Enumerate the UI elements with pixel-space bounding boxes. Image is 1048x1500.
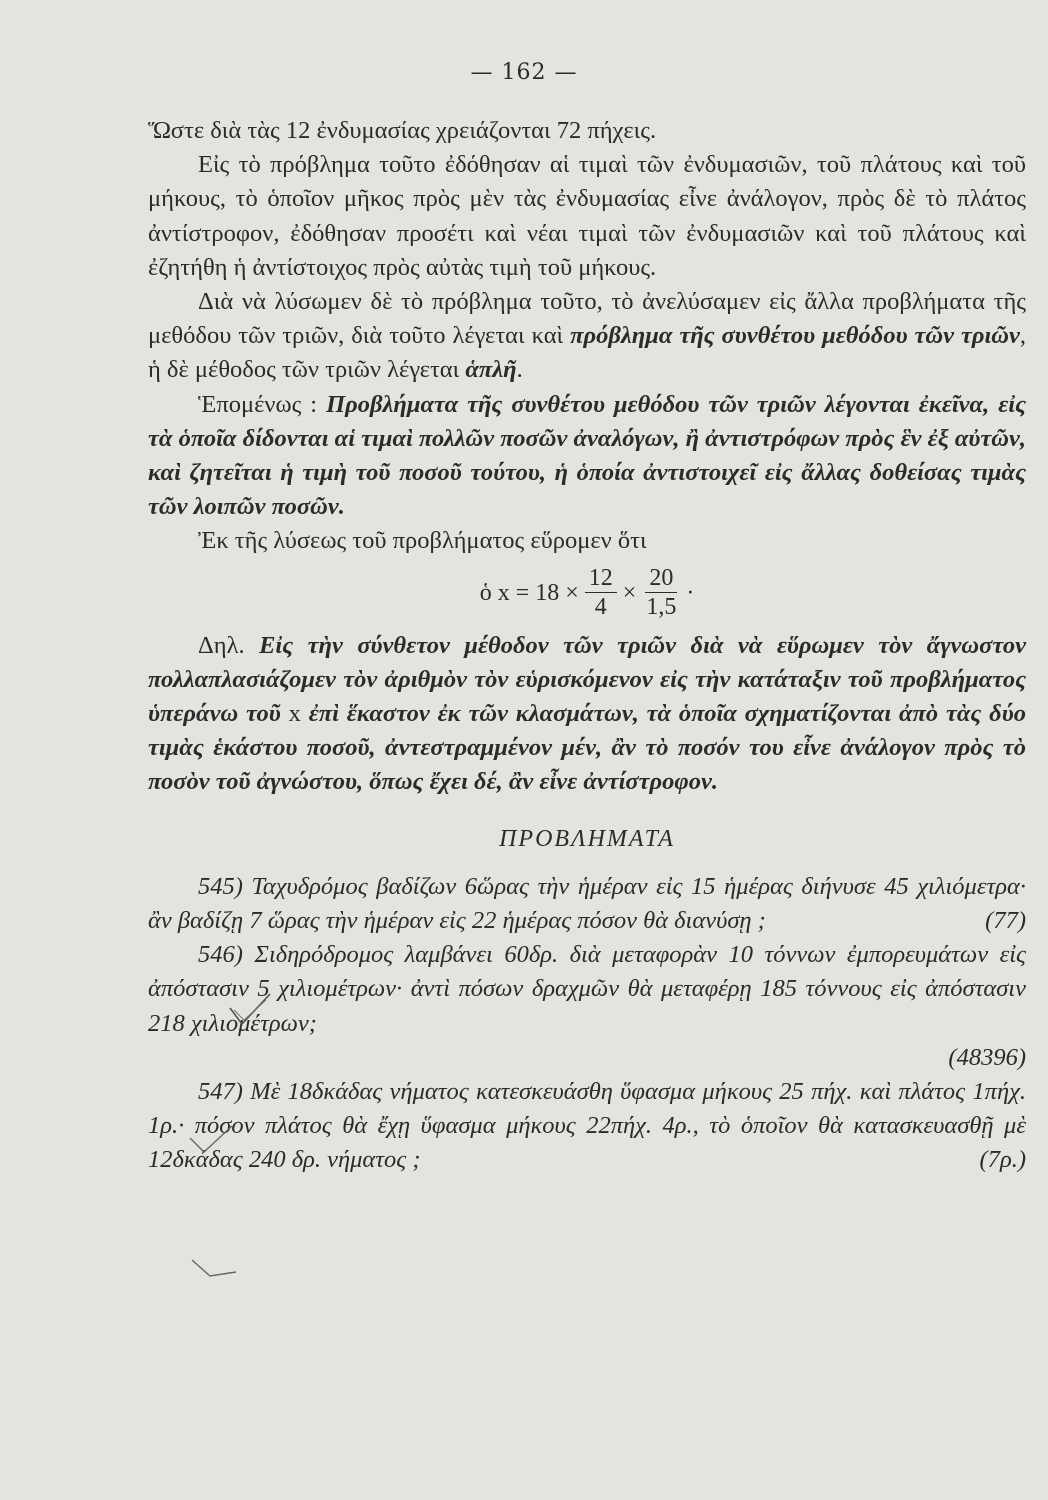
- formula: [148, 561, 1026, 625]
- paragraph-method-name: [148, 285, 1026, 388]
- pencil-tick-icon: [190, 1246, 238, 1290]
- problem-546: [148, 938, 1026, 1041]
- formula-end: ·: [686, 579, 695, 606]
- fraction-2: [642, 564, 680, 621]
- page-number: — 162 —: [470, 60, 578, 85]
- formula-lhs: ὁ x = 18 ×: [479, 579, 579, 606]
- pencil-tick-icon: [186, 1118, 234, 1162]
- section-heading: ΠΡΟΒΛΗΜΑΤΑ: [499, 825, 675, 852]
- formula-times: ×: [622, 579, 637, 606]
- problem-text: 545) Ταχυδρόμος βαδίζων 6ὥρας τὴν ἡμέραν εἰς 15 ἡμέρας διήνυσε 45 χιλιόμετρα· ἂν βαδίζῃ 7 ὥρας τὴν ἡμέραν εἰς 22 ἡμέρας πόσον θὰ διανύσῃ ;: [148, 872, 1026, 935]
- fraction-2-denominator: 1,5: [646, 594, 677, 621]
- paragraph-rule: [148, 629, 1026, 800]
- pencil-tick-icon: [226, 990, 274, 1034]
- text-span: Ἑπομένως :: [198, 390, 327, 418]
- text-span: Διὰ νὰ λύσωμεν δὲ τὸ πρόβλημα τοῦτο, τὸ ἀνελύσαμεν εἰς ἄλλα προβλήματα τῆς μεθόδου τῶν τριῶν, διὰ τοῦτο λέγεται καὶ: [148, 288, 1026, 350]
- fraction-2-numerator: 20: [645, 564, 677, 593]
- text-span: , ἡ δὲ μέθοδος τῶν τριῶν λέγεται: [148, 322, 1026, 384]
- paragraph-conclusion: Ὥστε διὰ τὰς 12 ἐνδυμασίας χρειάζονται 72 πήχεις.: [148, 117, 657, 144]
- problem-text: 546) Σιδηρόδρομος λαμβάνει 60δρ. διὰ μεταφορὰν 10 τόννων ἐμπορευμάτων εἰς ἀπόστασιν 5 χιλιομέτρων· ἀντὶ πόσων δραχμῶν θὰ μεταφέρῃ 185 τόννους εἰς ἀπόστασιν 218 χιλιομέτρων;: [148, 941, 1026, 1037]
- fraction-1-denominator: 4: [594, 594, 607, 621]
- term-simple: ἁπλῆ: [465, 356, 517, 384]
- problem-answer: (7ρ.): [979, 1146, 1026, 1174]
- paragraph-explanation: Εἰς τὸ πρόβλημα τοῦτο ἐδόθησαν αἱ τιμαὶ τῶν ἐνδυμασιῶν, τοῦ πλάτους καὶ τοῦ μήκους, τὸ ὁποῖον μῆκος πρὸς μὲν τὰς ἐνδυμασίας εἶνε ἀνάλογον, πρὸς δὲ τὸ πλάτος ἀντίστροφον, ἐδόθησαν προσέτι καὶ νέαι τιμαὶ τῶν ἐνδυμασιῶν καὶ τοῦ πλάτους καὶ ἐζητήθη ἡ ἀντίστοιχος πρὸς αὐτὰς τιμὴ τοῦ μήκους.: [148, 151, 1026, 281]
- problem-answer: (48396): [948, 1043, 1026, 1071]
- text-span: .: [516, 356, 523, 384]
- rule-text-end: ἐπὶ ἕκαστον ἐκ τῶν κλασμάτων, τὰ ὁποῖα σχηματίζονται ἀπὸ τὰς δύο τιμὰς ἑκάστου ποσοῦ, ἀντεστραμμένον μέν, ἂν τὸ ποσόν του εἶνε ἀνάλογον πρὸς τὸ ποσὸν τοῦ ἀγνώστου, ὅπως ἔχει δέ, ἂν εἶνε ἀντίστροφον.: [148, 700, 1026, 796]
- problem-547: [148, 1075, 1026, 1178]
- problem-545: [148, 870, 1026, 938]
- paragraph-solution-intro: Ἐκ τῆς λύσεως τοῦ προβλήματος εὕρομεν ὅτι: [198, 527, 647, 555]
- paragraph-definition: [148, 388, 1026, 525]
- term-compound-rule: πρόβλημα τῆς συνθέτου μεθόδου τῶν τριῶν: [570, 322, 1020, 350]
- variable-x: x: [288, 700, 301, 728]
- fraction-1: [585, 564, 617, 621]
- text-span: Δηλ.: [198, 631, 260, 659]
- definition-text: Προβλήματα τῆς συνθέτου μεθόδου τῶν τριῶν λέγονται ἐκεῖνα, εἰς τὰ ὁποῖα δίδονται αἱ τιμαὶ πολλῶν ποσῶν ἀναλόγων, ἢ ἀντιστρόφων πρὸς ἓν ἐξ αὐτῶν, καὶ ζητεῖται ἡ τιμὴ τοῦ ποσοῦ τούτου, ἡ ὁποία ἀντιστοιχεῖ εἰς ἄλλας δοθείσας τιμὰς τῶν λοιπῶν ποσῶν.: [148, 390, 1026, 521]
- rule-text: Εἰς τὴν σύνθετον μέθοδον τῶν τριῶν διὰ νὰ εὕρωμεν τὸν ἄγνωστον πολλαπλασιάζομεν τὸν ἀριθμὸν τὸν εὑρισκόμενον εἰς τὴν κατάταξιν τοῦ προβλήματος ὑπεράνω τοῦ: [148, 631, 1026, 728]
- problem-answer: (77): [985, 907, 1026, 935]
- body-text: [148, 114, 1026, 1178]
- problem-text: 547) Μὲ 18δκάδας νήματος κατεσκευάσθη ὕφασμα μήκους 25 πήχ. καὶ πλάτος 1πήχ. 1ρ.· πόσον πλάτος θὰ ἔχῃ ὕφασμα μήκους 22πήχ. 4ρ., τὸ ὁποῖον θὰ κατασκευασθῇ μὲ 12δκάδας 240 δρ. νήματος ;: [148, 1078, 1026, 1174]
- fraction-1-numerator: 12: [585, 564, 617, 593]
